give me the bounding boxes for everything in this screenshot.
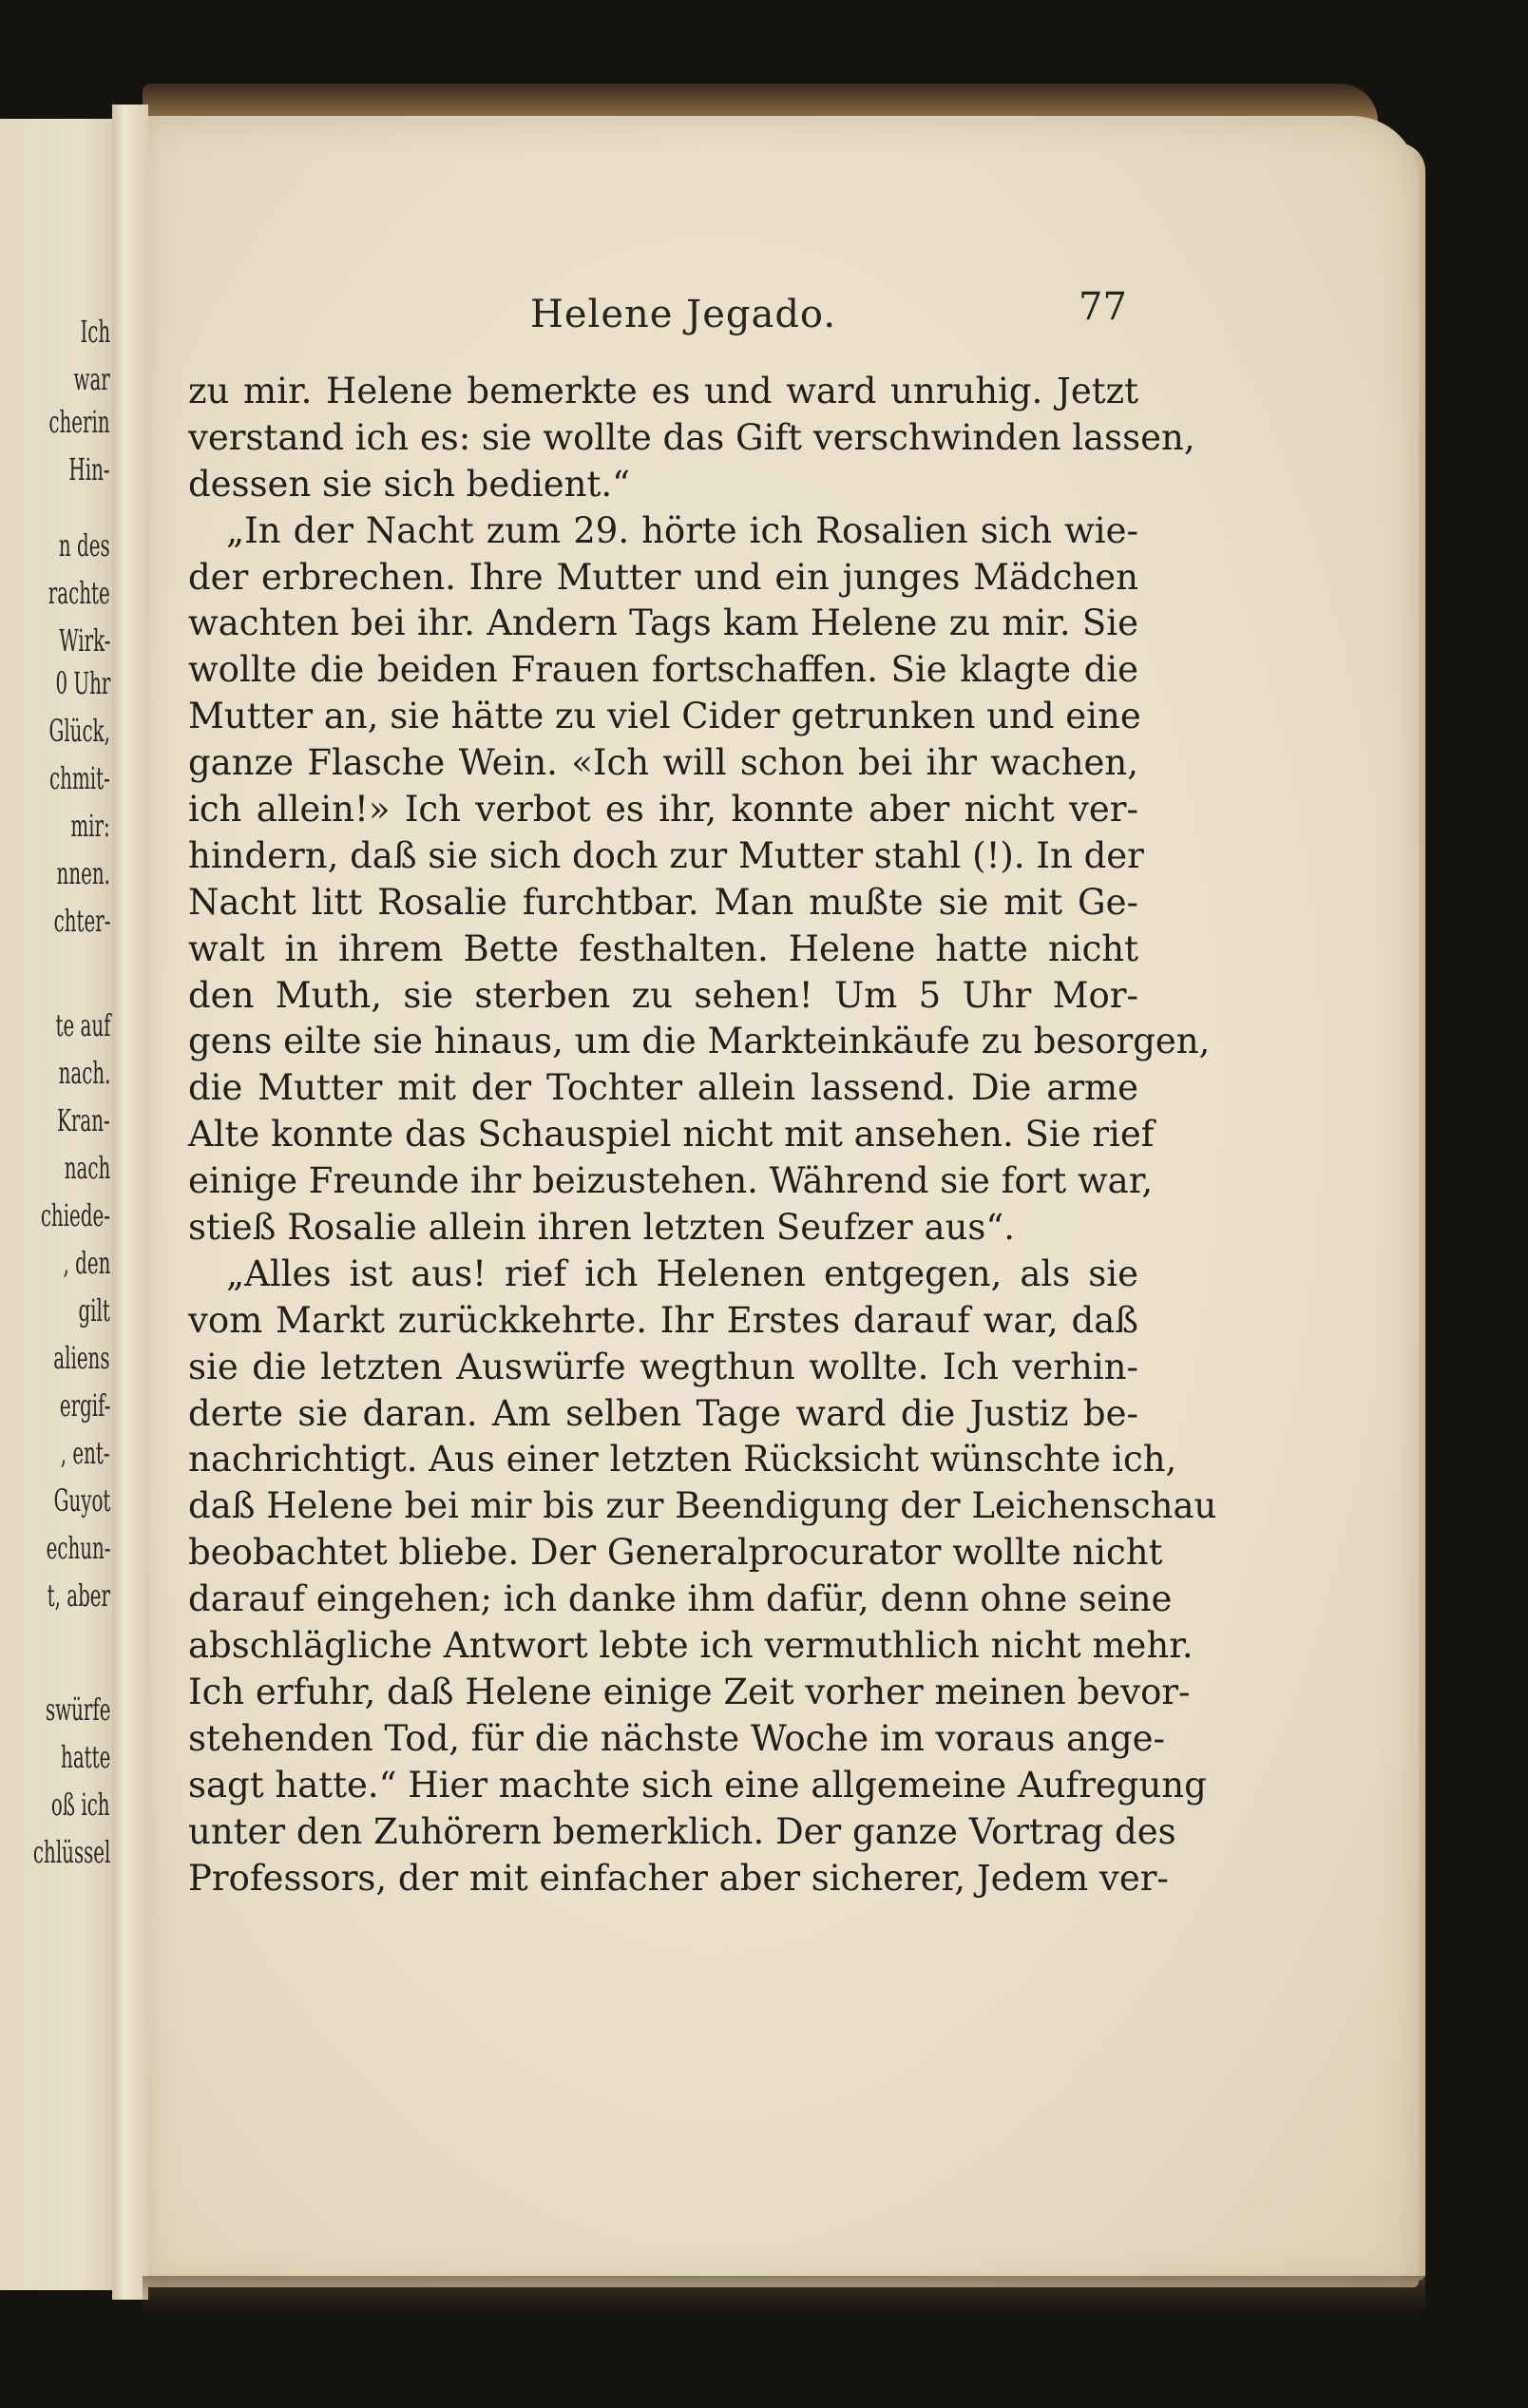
left-page-fragment: , ent- [61, 1435, 110, 1471]
text-line: der erbrechen. Ihre Mutter und ein junges Mädchen [188, 556, 1138, 598]
text-line: Professors, der mit einfacher aber sicherer, Jedem ver- [188, 1857, 1169, 1899]
left-page-fragment: rachte [48, 575, 110, 611]
left-page-fragment: ergif- [59, 1387, 110, 1424]
text-line: daß Helene bei mir bis zur Beendigung der Leichenschau [188, 1485, 1217, 1527]
left-page-fragment: Glück, [48, 713, 110, 749]
text-line: hindern, daß sie sich doch zur Mutter stahl (!). In der [188, 834, 1144, 876]
text-line: sagt hatte.“ Hier machte sich eine allgemeine Aufregung [188, 1764, 1207, 1806]
text-line: nachrichtigt. Aus einer letzten Rücksicht wünschte ich, [188, 1439, 1177, 1481]
left-page-fragment: nnen. [56, 855, 110, 891]
text-line: „In der Nacht zum 29. hörte ich Rosalien sich wie- [226, 509, 1138, 551]
left-page-fragment: hatte [60, 1739, 110, 1775]
text-line: wachten bei ihr. Andern Tags kam Helene zu mir. Sie [188, 602, 1138, 644]
page-number: 77 [1079, 285, 1127, 329]
text-line: verstand ich es: sie wollte das Gift verschwinden lassen, [188, 416, 1195, 458]
left-page-fragment: aliens [53, 1340, 110, 1376]
left-page-fragment: te auf [55, 1007, 110, 1043]
body-text [188, 369, 1217, 1902]
text-line: die Mutter mit der Tochter allein lassend. Die arme [188, 1067, 1138, 1109]
left-page-fragment: chlüssel [32, 1834, 110, 1870]
left-page-fragment: oß ich [51, 1787, 110, 1823]
text-line: walt in ihrem Bette festhalten. Helene hatte nicht [188, 927, 1138, 969]
text-line: „Alles ist aus! rief ich Helenen entgegen, als sie [226, 1252, 1138, 1294]
text-line: Nacht litt Rosalie furchtbar. Man mußte sie mit Ge- [188, 881, 1138, 923]
left-page-fragment: mir: [70, 808, 110, 844]
page-header [190, 285, 1140, 352]
left-page-fragment: nach [64, 1150, 110, 1186]
text-line: den Muth, sie sterben zu sehen! Um 5 Uhr Mor- [188, 974, 1138, 1016]
left-page-fragment: 0 Uhr [55, 665, 110, 701]
text-line: ganze Flasche Wein. «Ich will schon bei ihr wachen, [188, 742, 1138, 784]
left-page-fragment: echun- [46, 1530, 110, 1566]
left-page-fragment: Ich [80, 314, 110, 350]
left-page-fragment: Wirk- [58, 622, 110, 659]
text-line: ich allein!» Ich verbot es ihr, konnte aber nicht ver- [188, 789, 1138, 831]
left-page-fragment: n des [59, 527, 110, 564]
text-line: derte sie daran. Am selben Tage ward die Justiz be- [188, 1392, 1138, 1434]
text-line: Alte konnte das Schauspiel nicht mit ansehen. Sie rief [188, 1114, 1155, 1156]
left-page-fragment: Guyot [53, 1482, 110, 1519]
text-line: stieß Rosalie allein ihren letzten Seufzer aus“. [188, 1207, 1016, 1249]
text-line: beobachtet bliebe. Der Generalprocurator wollte nicht [188, 1532, 1163, 1574]
left-page-fragment: chiede- [40, 1197, 110, 1233]
left-page-fragment: chmit- [49, 760, 110, 796]
text-line: darauf eingehen; ich danke ihm dafür, denn ohne seine [188, 1578, 1173, 1620]
text-line: abschlägliche Antwort lebte ich vermuthlich nicht mehr. [188, 1625, 1194, 1667]
left-page-fragment: war [73, 361, 110, 397]
left-page-fragment: Hin- [68, 451, 110, 487]
text-line: stehenden Tod, für die nächste Woche im voraus ange- [188, 1717, 1166, 1759]
left-page-fragment: chter- [53, 903, 110, 939]
text-line: Mutter an, sie hätte zu viel Cider getrunken und eine [188, 696, 1141, 737]
left-page-fragment: nach. [58, 1055, 110, 1091]
text-line: sie die letzten Auswürfe wegthun wollte. Ich verhin- [188, 1346, 1138, 1387]
left-facing-page [0, 119, 116, 2290]
text-line: gens eilte sie hinaus, um die Markteinkäufe zu besorgen, [188, 1021, 1211, 1062]
left-page-fragment: swürfe [45, 1691, 110, 1728]
text-line: vom Markt zurückkehrte. Ihr Erstes darauf war, daß [188, 1299, 1138, 1341]
text-line: wollte die beiden Frauen fortschaffen. Sie klagte die [188, 649, 1138, 691]
text-line: unter den Zuhörern bemerklich. Der ganze Vortrag des [188, 1810, 1176, 1852]
left-page-fragment: t, aber [47, 1577, 110, 1614]
left-page-fragment: cherin [48, 404, 110, 440]
running-head: Helene Jegado. [530, 293, 837, 336]
text-line: zu mir. Helene bemerkte es und ward unruhig. Jetzt [188, 371, 1138, 411]
text-line: Ich erfuhr, daß Helene einige Zeit vorher meinen bevor- [188, 1671, 1191, 1712]
text-line: dessen sie sich bedient.“ [188, 463, 631, 505]
page-bottom-shadow [143, 2276, 1425, 2314]
book-gutter [112, 105, 148, 2300]
left-page-fragment: , den [63, 1245, 110, 1281]
text-line: einige Freunde ihr beizustehen. Während sie fort war, [188, 1160, 1154, 1202]
left-page-fragment: Kran- [57, 1102, 110, 1138]
left-page-fragment: gilt [78, 1292, 110, 1328]
